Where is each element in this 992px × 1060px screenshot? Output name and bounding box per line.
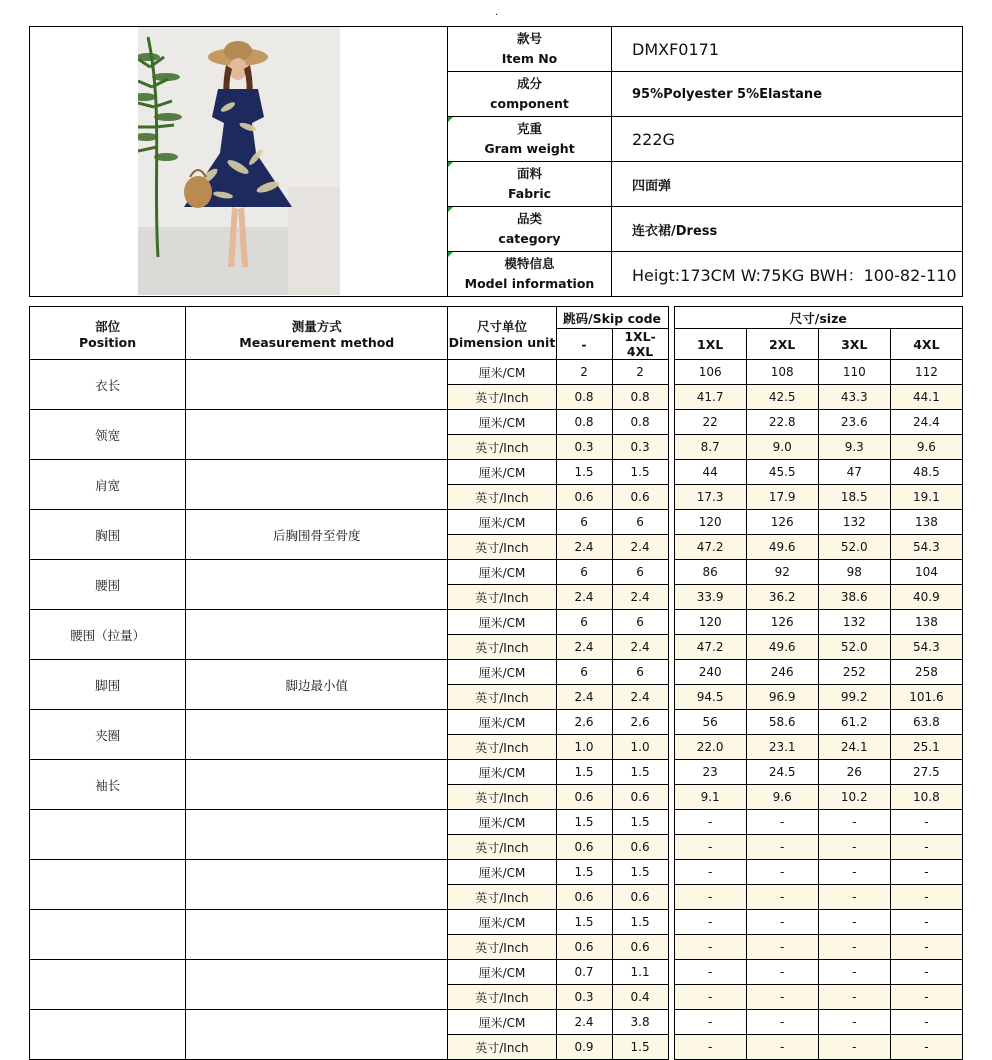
size-value-cell: -	[890, 935, 962, 960]
size-header-row-1	[30, 307, 963, 329]
skip-value-cell: 1.0	[612, 735, 668, 760]
skip-value-cell: 2.4	[556, 585, 612, 610]
measurement-row-cm	[30, 460, 963, 485]
measurement-row-cm	[30, 860, 963, 885]
position-cell	[30, 910, 186, 960]
size-value-cell: -	[818, 885, 890, 910]
skip-value-cell: 2.6	[556, 710, 612, 735]
size-value-cell: 52.0	[818, 535, 890, 560]
unit-inch-cell: 英寸/Inch	[448, 785, 556, 810]
skip-value-cell: 6	[556, 660, 612, 685]
info-label-en: category	[498, 231, 561, 246]
info-label-en: Gram weight	[484, 141, 575, 156]
method-cell	[186, 710, 448, 760]
size-value-cell: -	[890, 1035, 962, 1060]
skip-value-cell: 1.5	[612, 910, 668, 935]
skip-value-cell: 0.6	[556, 885, 612, 910]
size-value-cell: 23.1	[746, 735, 818, 760]
size-title-header: 尺寸/size	[674, 307, 962, 329]
measurement-row-cm	[30, 710, 963, 735]
measurement-row-cm	[30, 410, 963, 435]
skip-value-cell: 0.6	[556, 935, 612, 960]
method-cell	[186, 360, 448, 410]
info-value: 95%Polyester 5%Elastane	[612, 72, 963, 117]
cell-marker-icon	[448, 117, 453, 122]
size-value-cell: -	[674, 835, 746, 860]
size-value-cell: 10.8	[890, 785, 962, 810]
size-value-cell: 246	[746, 660, 818, 685]
skip-value-cell: 0.6	[556, 485, 612, 510]
skip-value-cell: 1.5	[612, 760, 668, 785]
info-value: Heigt:173CM W:75KG BWH：100-82-110	[612, 252, 963, 297]
skip-value-cell: 1.5	[556, 810, 612, 835]
size-value-cell: 108	[746, 360, 818, 385]
measurement-row-cm	[30, 960, 963, 985]
skip-value-cell: 6	[612, 660, 668, 685]
unit-cm-cell: 厘米/CM	[448, 610, 556, 635]
size-value-cell: 47.2	[674, 635, 746, 660]
size-value-cell: 96.9	[746, 685, 818, 710]
skip-value-cell: 6	[556, 510, 612, 535]
size-value-cell: 54.3	[890, 535, 962, 560]
method-cell	[186, 910, 448, 960]
method-cell	[186, 410, 448, 460]
model-photo	[30, 27, 448, 297]
size-value-cell: 43.3	[818, 385, 890, 410]
skip-value-cell: 2.4	[556, 1010, 612, 1035]
info-label-cn: 模特信息	[504, 256, 555, 271]
skip-col-header: 1XL-4XL	[612, 329, 668, 360]
skip-value-cell: 6	[556, 560, 612, 585]
info-label	[448, 207, 612, 252]
size-value-cell: 44.1	[890, 385, 962, 410]
size-chart-table	[29, 306, 963, 1060]
unit-inch-cell: 英寸/Inch	[448, 485, 556, 510]
cell-marker-icon	[448, 207, 453, 212]
size-value-cell: -	[674, 885, 746, 910]
skip-value-cell: 3.8	[612, 1010, 668, 1035]
product-info-table	[29, 26, 963, 297]
skip-value-cell: 1.1	[612, 960, 668, 985]
skip-value-cell: 1.5	[556, 760, 612, 785]
skip-value-cell: 2	[556, 360, 612, 385]
skip-value-cell: 0.6	[612, 785, 668, 810]
skip-value-cell: 0.8	[556, 385, 612, 410]
measurement-row-cm	[30, 910, 963, 935]
size-value-cell: -	[746, 1035, 818, 1060]
size-value-cell: 132	[818, 510, 890, 535]
info-label-en: component	[490, 96, 569, 111]
size-value-cell: 98	[818, 560, 890, 585]
size-value-cell: 44	[674, 460, 746, 485]
method-cell: 后胸围骨至骨度	[186, 510, 448, 560]
measurement-row-cm	[30, 510, 963, 535]
unit-inch-cell: 英寸/Inch	[448, 635, 556, 660]
skip-col-header: -	[556, 329, 612, 360]
size-value-cell: 126	[746, 610, 818, 635]
size-value-cell: 132	[818, 610, 890, 635]
skip-value-cell: 6	[612, 610, 668, 635]
size-value-cell: 25.1	[890, 735, 962, 760]
size-value-cell: -	[674, 910, 746, 935]
method-cell	[186, 960, 448, 1010]
cell-marker-icon	[448, 252, 453, 257]
size-value-cell: -	[818, 810, 890, 835]
skip-code-header: 跳码/Skip code	[556, 307, 668, 329]
skip-value-cell: 0.6	[612, 885, 668, 910]
skip-value-cell: 0.6	[612, 485, 668, 510]
skip-value-cell: 1.5	[612, 460, 668, 485]
skip-value-cell: 2	[612, 360, 668, 385]
size-value-cell: 33.9	[674, 585, 746, 610]
skip-value-cell: 6	[612, 560, 668, 585]
size-value-cell: 120	[674, 510, 746, 535]
info-row	[30, 27, 963, 72]
skip-value-cell: 1.5	[612, 1035, 668, 1060]
size-value-cell: 94.5	[674, 685, 746, 710]
size-value-cell: -	[674, 810, 746, 835]
skip-value-cell: 2.6	[612, 710, 668, 735]
size-value-cell: -	[674, 860, 746, 885]
info-label-cn: 面料	[516, 166, 542, 181]
top-mark: .	[495, 7, 499, 18]
info-label	[448, 162, 612, 207]
position-cell: 腰围（拉量）	[30, 610, 186, 660]
size-value-cell: 112	[890, 360, 962, 385]
measurement-row-cm	[30, 1010, 963, 1035]
info-value: 222G	[612, 117, 963, 162]
skip-value-cell: 0.8	[556, 410, 612, 435]
size-value-cell: 26	[818, 760, 890, 785]
info-label-en: Fabric	[507, 186, 552, 201]
size-value-cell: -	[674, 1035, 746, 1060]
size-value-cell: 9.6	[890, 435, 962, 460]
unit-cm-cell: 厘米/CM	[448, 560, 556, 585]
skip-value-cell: 0.6	[612, 835, 668, 860]
size-value-cell: -	[746, 1010, 818, 1035]
info-label	[448, 27, 612, 72]
size-value-cell: -	[746, 835, 818, 860]
unit-inch-cell: 英寸/Inch	[448, 535, 556, 560]
skip-value-cell: 0.3	[556, 985, 612, 1010]
size-value-cell: -	[818, 985, 890, 1010]
unit-cm-cell: 厘米/CM	[448, 760, 556, 785]
size-value-cell: 23.6	[818, 410, 890, 435]
info-label-cn: 品类	[516, 211, 542, 226]
size-value-cell: 138	[890, 610, 962, 635]
skip-value-cell: 6	[556, 610, 612, 635]
skip-value-cell: 0.3	[612, 435, 668, 460]
size-value-cell: -	[746, 910, 818, 935]
skip-value-cell: 1.5	[556, 860, 612, 885]
size-col-header: 4XL	[890, 329, 962, 360]
unit-cm-cell: 厘米/CM	[448, 1010, 556, 1035]
info-label-cn: 克重	[516, 121, 542, 136]
size-value-cell: 9.6	[746, 785, 818, 810]
size-value-cell: 258	[890, 660, 962, 685]
info-label-en: Model information	[464, 276, 595, 291]
unit-cm-cell: 厘米/CM	[448, 460, 556, 485]
info-label-cn: 款号	[516, 31, 542, 46]
size-value-cell: 17.3	[674, 485, 746, 510]
position-cell: 胸围	[30, 510, 186, 560]
skip-value-cell: 0.6	[556, 835, 612, 860]
skip-value-cell: 0.6	[556, 785, 612, 810]
size-value-cell: 9.3	[818, 435, 890, 460]
measurement-row-cm	[30, 760, 963, 785]
size-value-cell: 38.6	[818, 585, 890, 610]
position-cell: 衣长	[30, 360, 186, 410]
skip-value-cell: 2.4	[556, 685, 612, 710]
size-value-cell: 40.9	[890, 585, 962, 610]
size-value-cell: 63.8	[890, 710, 962, 735]
info-label	[448, 72, 612, 117]
method-cell	[186, 810, 448, 860]
skip-value-cell: 2.4	[612, 535, 668, 560]
info-value: DMXF0171	[612, 27, 963, 72]
method-cell	[186, 760, 448, 810]
size-value-cell: -	[674, 960, 746, 985]
skip-value-cell: 0.7	[556, 960, 612, 985]
size-value-cell: 22.8	[746, 410, 818, 435]
skip-value-cell: 1.5	[556, 460, 612, 485]
size-value-cell: -	[674, 1010, 746, 1035]
size-value-cell: 18.5	[818, 485, 890, 510]
size-value-cell: -	[746, 935, 818, 960]
size-value-cell: -	[890, 835, 962, 860]
skip-value-cell: 0.3	[556, 435, 612, 460]
skip-value-cell: 2.4	[612, 635, 668, 660]
size-value-cell: 23	[674, 760, 746, 785]
skip-value-cell: 0.8	[612, 385, 668, 410]
size-value-cell: -	[890, 910, 962, 935]
size-value-cell: 61.2	[818, 710, 890, 735]
size-value-cell: 10.2	[818, 785, 890, 810]
size-value-cell: -	[890, 1010, 962, 1035]
unit-cm-cell: 厘米/CM	[448, 860, 556, 885]
skip-value-cell: 1.5	[612, 860, 668, 885]
size-value-cell: 24.5	[746, 760, 818, 785]
size-value-cell: -	[746, 985, 818, 1010]
size-value-cell: 99.2	[818, 685, 890, 710]
size-value-cell: -	[818, 910, 890, 935]
unit-inch-cell: 英寸/Inch	[448, 1035, 556, 1060]
size-value-cell: 120	[674, 610, 746, 635]
info-label	[448, 252, 612, 297]
size-value-cell: -	[818, 835, 890, 860]
unit-cm-cell: 厘米/CM	[448, 510, 556, 535]
size-value-cell: -	[890, 960, 962, 985]
size-value-cell: 252	[818, 660, 890, 685]
size-col-header: 2XL	[746, 329, 818, 360]
position-cell: 袖长	[30, 760, 186, 810]
method-cell	[186, 1010, 448, 1060]
unit-cm-cell: 厘米/CM	[448, 960, 556, 985]
size-value-cell: 101.6	[890, 685, 962, 710]
info-label	[448, 117, 612, 162]
position-cell: 肩宽	[30, 460, 186, 510]
position-cell	[30, 860, 186, 910]
size-value-cell: -	[818, 860, 890, 885]
size-value-cell: -	[818, 960, 890, 985]
position-cell: 腰围	[30, 560, 186, 610]
unit-cm-cell: 厘米/CM	[448, 910, 556, 935]
info-label-en: Item No	[501, 51, 558, 66]
unit-cm-cell: 厘米/CM	[448, 360, 556, 385]
size-value-cell: 86	[674, 560, 746, 585]
size-value-cell: -	[890, 860, 962, 885]
skip-value-cell: 2.4	[612, 685, 668, 710]
unit-inch-cell: 英寸/Inch	[448, 885, 556, 910]
size-value-cell: 110	[818, 360, 890, 385]
method-cell: 脚边最小值	[186, 660, 448, 710]
position-header: 部位 Position	[30, 307, 186, 360]
size-value-cell: 48.5	[890, 460, 962, 485]
unit-inch-cell: 英寸/Inch	[448, 435, 556, 460]
method-cell	[186, 460, 448, 510]
skip-value-cell: 6	[612, 510, 668, 535]
position-cell	[30, 810, 186, 860]
skip-value-cell: 0.9	[556, 1035, 612, 1060]
unit-inch-cell: 英寸/Inch	[448, 835, 556, 860]
size-value-cell: 36.2	[746, 585, 818, 610]
position-cell	[30, 1010, 186, 1060]
unit-cm-cell: 厘米/CM	[448, 410, 556, 435]
size-value-cell: 58.6	[746, 710, 818, 735]
size-value-cell: 49.6	[746, 535, 818, 560]
size-value-cell: 24.1	[818, 735, 890, 760]
size-value-cell: 92	[746, 560, 818, 585]
size-value-cell: -	[746, 885, 818, 910]
size-value-cell: 56	[674, 710, 746, 735]
unit-inch-cell: 英寸/Inch	[448, 585, 556, 610]
size-value-cell: 27.5	[890, 760, 962, 785]
unit-cm-cell: 厘米/CM	[448, 710, 556, 735]
size-value-cell: -	[674, 935, 746, 960]
skip-value-cell: 0.8	[612, 410, 668, 435]
model-photo-dress-icon	[138, 27, 340, 295]
skip-value-cell: 1.5	[556, 910, 612, 935]
size-value-cell: 106	[674, 360, 746, 385]
skip-value-cell: 0.4	[612, 985, 668, 1010]
skip-value-cell: 1.5	[612, 810, 668, 835]
size-value-cell: -	[890, 985, 962, 1010]
size-value-cell: -	[818, 1035, 890, 1060]
method-cell	[186, 560, 448, 610]
skip-value-cell: 0.6	[612, 935, 668, 960]
size-value-cell: 104	[890, 560, 962, 585]
unit-header: 尺寸单位 Dimension unit	[448, 307, 556, 360]
size-value-cell: 49.6	[746, 635, 818, 660]
unit-inch-cell: 英寸/Inch	[448, 985, 556, 1010]
size-value-cell: 8.7	[674, 435, 746, 460]
unit-inch-cell: 英寸/Inch	[448, 385, 556, 410]
unit-inch-cell: 英寸/Inch	[448, 685, 556, 710]
size-value-cell: 138	[890, 510, 962, 535]
size-value-cell: 17.9	[746, 485, 818, 510]
unit-cm-cell: 厘米/CM	[448, 660, 556, 685]
size-value-cell: 52.0	[818, 635, 890, 660]
size-value-cell: -	[746, 960, 818, 985]
method-header: 测量方式 Measurement method	[186, 307, 448, 360]
unit-inch-cell: 英寸/Inch	[448, 735, 556, 760]
measurement-row-cm	[30, 660, 963, 685]
cell-marker-icon	[448, 162, 453, 167]
size-value-cell: 240	[674, 660, 746, 685]
size-value-cell: 42.5	[746, 385, 818, 410]
size-value-cell: -	[890, 810, 962, 835]
size-value-cell: 126	[746, 510, 818, 535]
measurement-row-cm	[30, 360, 963, 385]
info-label-cn: 成分	[516, 76, 542, 91]
skip-value-cell: 2.4	[556, 535, 612, 560]
size-value-cell: -	[818, 935, 890, 960]
skip-value-cell: 2.4	[612, 585, 668, 610]
size-value-cell: -	[746, 810, 818, 835]
size-value-cell: -	[674, 985, 746, 1010]
method-cell	[186, 860, 448, 910]
method-cell	[186, 610, 448, 660]
size-col-header: 1XL	[674, 329, 746, 360]
size-value-cell: -	[746, 860, 818, 885]
position-cell: 夹圈	[30, 710, 186, 760]
position-cell	[30, 960, 186, 1010]
measurement-row-cm	[30, 610, 963, 635]
size-value-cell: 45.5	[746, 460, 818, 485]
size-col-header: 3XL	[818, 329, 890, 360]
unit-cm-cell: 厘米/CM	[448, 810, 556, 835]
skip-value-cell: 1.0	[556, 735, 612, 760]
skip-value-cell: 2.4	[556, 635, 612, 660]
size-value-cell: 24.4	[890, 410, 962, 435]
position-cell: 领宽	[30, 410, 186, 460]
size-value-cell: 47	[818, 460, 890, 485]
size-value-cell: 47.2	[674, 535, 746, 560]
size-value-cell: -	[818, 1010, 890, 1035]
info-value: 连衣裙/Dress	[612, 207, 963, 252]
size-value-cell: 9.0	[746, 435, 818, 460]
position-cell: 脚围	[30, 660, 186, 710]
size-value-cell: -	[890, 885, 962, 910]
size-value-cell: 54.3	[890, 635, 962, 660]
size-value-cell: 19.1	[890, 485, 962, 510]
unit-inch-cell: 英寸/Inch	[448, 935, 556, 960]
info-value: 四面弹	[612, 162, 963, 207]
size-value-cell: 9.1	[674, 785, 746, 810]
size-value-cell: 22.0	[674, 735, 746, 760]
measurement-row-cm	[30, 810, 963, 835]
measurement-row-cm	[30, 560, 963, 585]
size-value-cell: 22	[674, 410, 746, 435]
size-value-cell: 41.7	[674, 385, 746, 410]
